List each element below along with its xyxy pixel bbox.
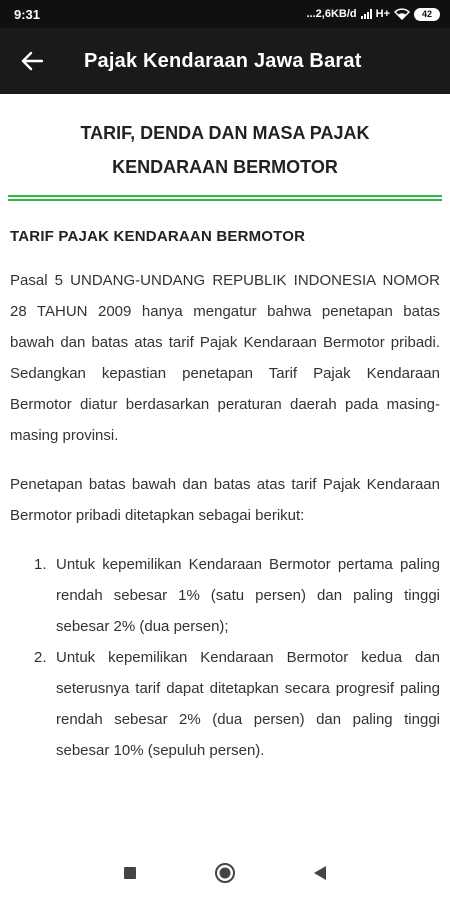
home-button[interactable] — [178, 846, 273, 900]
page-heading-line1: TARIF, DENDA DAN MASA PAJAK — [80, 123, 370, 143]
page-heading — [0, 94, 450, 194]
network-type: H+ — [375, 8, 390, 20]
page-heading-line2: KENDARAAN BERMOTOR — [112, 157, 338, 177]
article-body — [0, 202, 450, 766]
heading-divider — [8, 194, 442, 202]
square-icon — [123, 866, 137, 880]
arrow-left-icon — [21, 51, 43, 71]
app-bar — [0, 28, 450, 94]
list-item — [34, 642, 440, 766]
section-title: TARIF PAJAK KENDARAAN BERMOTOR — [10, 228, 306, 245]
signal-icon — [361, 9, 372, 19]
circle-icon — [214, 862, 236, 884]
battery-level: 42 — [421, 9, 432, 19]
wifi-icon — [394, 8, 410, 20]
paragraph-2: Penetapan batas bawah dan batas atas tarif Pajak Kendaraan Bermotor pribadi ditetapkan sebagai berikut: — [10, 476, 440, 524]
list-item — [34, 549, 440, 642]
app-title: Pajak Kendaraan Jawa Barat — [84, 49, 362, 72]
back-button[interactable] — [0, 28, 64, 94]
list-item-text: Untuk kepemilikan Kendaraan Bermotor pertama paling rendah sebesar 1% (satu persen) dan paling tinggi sebesar 2% (dua persen); — [56, 556, 440, 635]
list-item-number: 1. — [34, 556, 47, 573]
network-speed: ...2,6KB/d — [306, 8, 357, 20]
recents-button[interactable] — [83, 846, 178, 900]
tariff-list — [10, 549, 440, 766]
list-item-number: 2. — [34, 649, 47, 666]
status-time: 9:31 — [14, 6, 41, 22]
triangle-back-icon — [313, 865, 327, 881]
list-item-text: Untuk kepemilikan Kendaraan Bermotor kedua dan seterusnya tarif dapat ditetapkan secara progresif paling rendah sebesar 2% (dua persen) dan paling tinggi sebesar 10% (sepuluh persen). — [56, 649, 440, 759]
paragraph-1: Pasal 5 UNDANG-UNDANG REPUBLIK INDONESIA NOMOR 28 TAHUN 2009 hanya mengatur bahwa penetapan batas bawah dan batas atas tarif Pajak Kendaraan Bermotor pribadi. Sedangkan kepastian penetapan Tarif Pajak Kendaraan Bermotor diatur berdasarkan peraturan daerah pada masing-masing provinsi. — [10, 272, 440, 444]
article-scroll-area[interactable] — [0, 94, 450, 846]
battery-icon — [414, 8, 440, 21]
system-nav-bar — [0, 846, 450, 900]
status-bar — [0, 0, 450, 28]
nav-back-button[interactable] — [273, 846, 368, 900]
status-indicators — [307, 8, 441, 21]
